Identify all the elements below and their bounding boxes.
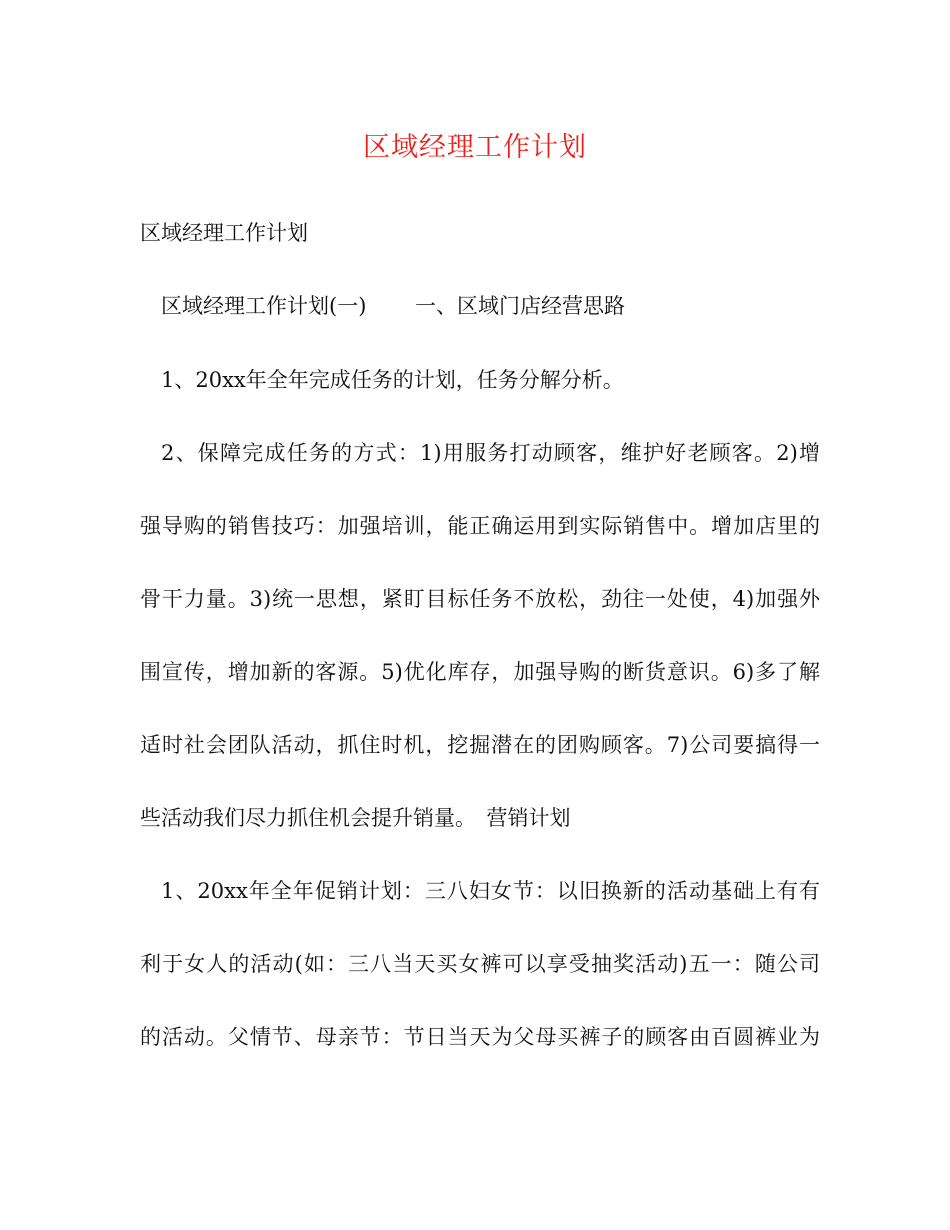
paragraph-line: 1、20xx年全年促销计划：三八妇女节：以旧换新的活动基础上有有 bbox=[161, 879, 820, 903]
paragraph-line: 利于女人的活动(如：三八当天买女裤可以享受抽奖活动)五一：随公司 bbox=[140, 952, 820, 976]
paragraph-line: 强导购的销售技巧：加强培训，能正确运用到实际销售中。增加店里的 bbox=[140, 514, 820, 538]
paragraph-line: 骨干力量。3)统一思想，紧盯目标任务不放松，劲往一处使，4)加强外 bbox=[140, 587, 820, 611]
paragraph-line: 1、20xx年全年完成任务的计划，任务分解分析。 bbox=[161, 368, 624, 392]
paragraph-line: 围宣传，增加新的客源。5)优化库存，加强导购的断货意识。6)多了解 bbox=[140, 660, 820, 684]
paragraph-line: 2、保障完成任务的方式：1)用服务打动顾客，维护好老顾客。2)增 bbox=[161, 441, 820, 465]
document-title: 区域经理工作计划 bbox=[363, 132, 587, 163]
paragraph-line: 些活动我们尽力抓住机会提升销量。 营销计划 bbox=[140, 806, 571, 830]
section-heading: 区域经理工作计划 bbox=[140, 221, 308, 245]
paragraph-line: 适时社会团队活动，抓住时机，挖掘潜在的团购顾客。7)公司要搞得一 bbox=[140, 733, 820, 757]
paragraph-line: 区域经理工作计划(一) 一、区域门店经营思路 bbox=[161, 294, 626, 318]
paragraph-line: 的活动。父情节、母亲节：节日当天为父母买裤子的顾客由百圆裤业为 bbox=[140, 1025, 820, 1049]
